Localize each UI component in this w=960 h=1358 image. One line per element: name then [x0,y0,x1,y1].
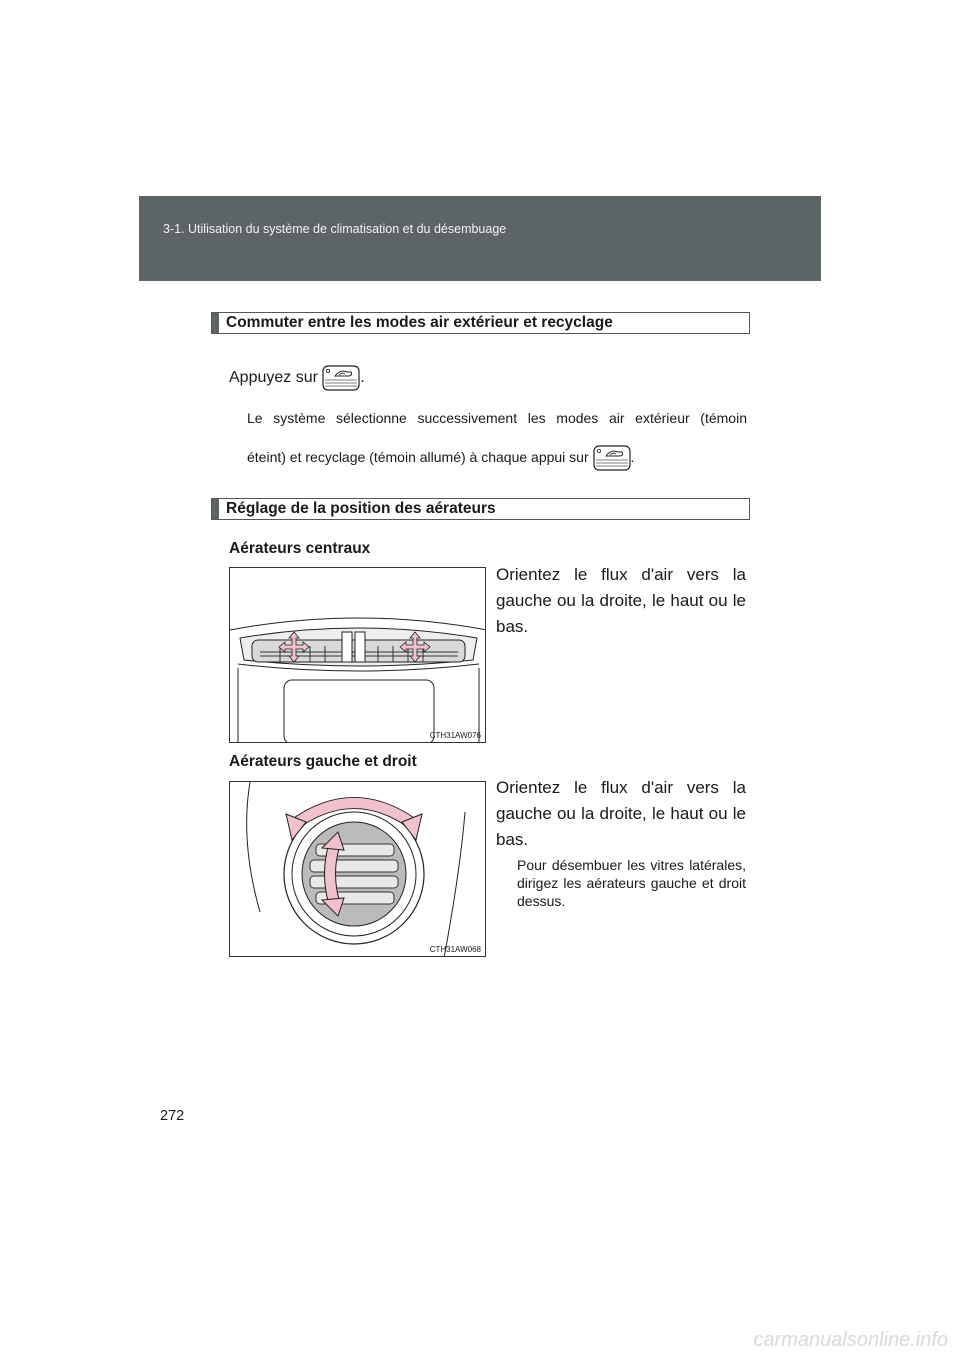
watermark: carmanualsonline.info [753,1329,948,1351]
figure-code: CTH31AW076 [429,731,481,740]
side-vents-text: Orientez le flux d'air vers la gauche ou la droite, le haut ou le bas. [496,778,746,849]
section-title-text: Commuter entre les modes air extérieur et recyclage [226,314,613,331]
section-title-text: Réglage de la position des aérateurs [226,500,496,517]
central-vents-text: Orientez le flux d'air vers la gauche ou la droite, le haut ou le bas. [496,565,746,636]
detail-line-2: éteint) et recyclage (témoin allumé) à chaque appui sur . [247,438,634,477]
figure-code: CTH31AW068 [429,945,481,954]
section-title-recirculation [211,312,750,334]
page-number: 272 [160,1108,185,1124]
chapter-title: 3-1. Utilisation du système de climatisation et du désembuage [163,222,507,236]
section-title-vents [211,498,750,520]
detail-line-1: Le système sélectionne successivement les modes air extérieur (témoin [247,410,747,426]
central-vents-heading: Aérateurs centraux [229,540,371,557]
side-vents-note: Pour désembuer les vitres latérales, dirigez les aérateurs gauche et droit dessus. [517,857,746,909]
chapter-header [139,196,821,281]
instruction: Appuyez sur . [229,365,365,391]
recirculation-button-icon [322,365,360,391]
side-vents-figure [229,781,486,957]
side-vents-heading: Aérateurs gauche et droit [229,753,417,770]
recirculation-button-icon [593,445,631,471]
central-vents-figure [229,567,486,743]
